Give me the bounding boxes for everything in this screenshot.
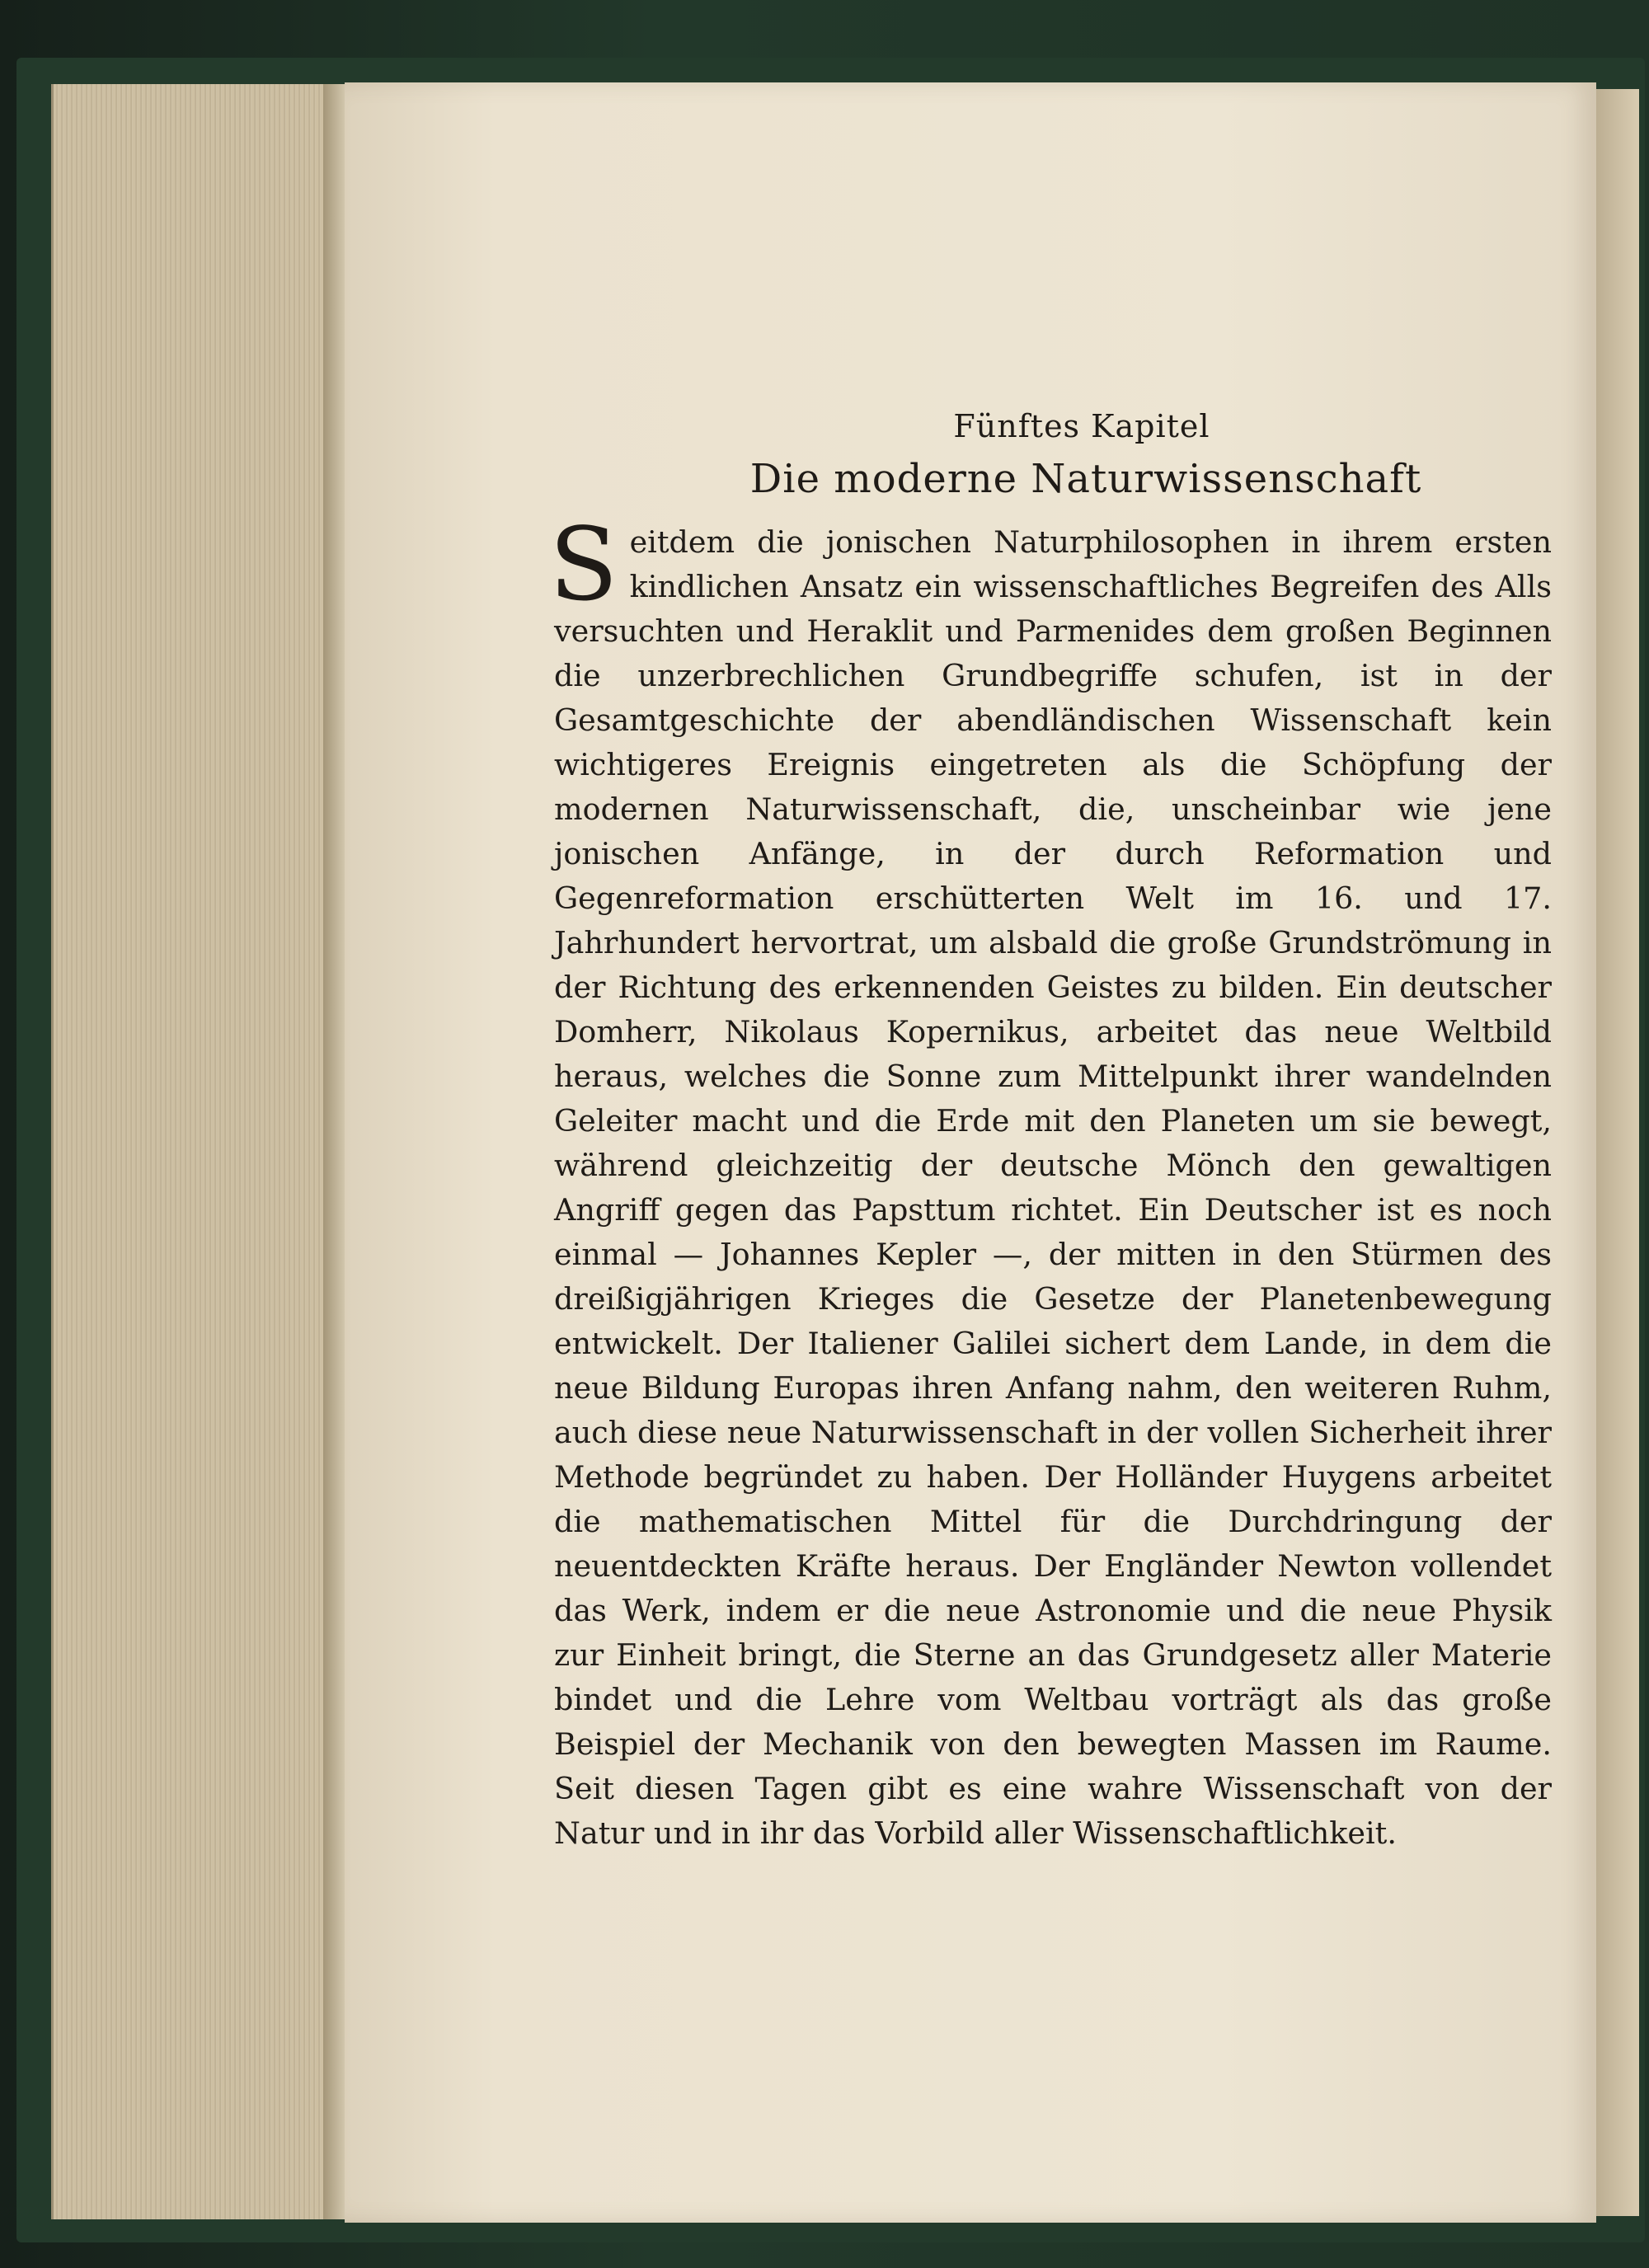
body-paragraph: eitdem die jonischen Naturphilosophen in ihrem ersten kindlichen Ansatz ein wissenschaftliches Begreifen des Alls versuchten und Heraklit und Parmenides dem großen Beginnen die unzerbrechlichen Grundbegriffe schufen, ist in der Gesamtgeschichte der abendländischen Wissenschaft kein wichtigeres Ereignis eingetreten als die Schöpfung der modernen Naturwissenschaft, die, unscheinbar wie jene jonischen Anfänge, in der durch Reformation und Gegenreformation erschütterten Welt im 16. und 17. Jahrhundert hervortrat, um alsbald die große Grundströmung in der Richtung des erkennenden Geistes zu bilden. Ein deutscher Domherr, Nikolaus Kopernikus, arbeitet das neue Weltbild heraus, welches die Sonne zum Mittelpunkt ihrer wandelnden Geleiter macht und die Erde mit den Planeten um sie bewegt, während gleichzeitig der deutsche Mönch den gewaltigen Angriff gegen das Papsttum richtet. Ein Deutscher ist es noch einmal — Johannes Kepler —, der mitten in den Stürmen des dreißigjährigen Krieges die Gesetze der Planetenbewegung entwickelt. Der Italiener Galilei sichert dem Lande, in dem die neue Bildung Europas ihren Anfang nahm, den weiteren Ruhm, auch diese neue Naturwissenschaft in der vollen Sicherheit ihrer Methode begründet zu haben. Der Holländer Huygens arbeitet die mathematischen Mittel für die Durchdringung der neuentdeckten Kräfte heraus. Der Engländer Newton vollendet das Werk, indem er die neue Astronomie und die neue Physik zur Einheit bringt, die Sterne an das Grundgesetz aller Materie bindet und die Lehre vom Weltbau vorträgt als das große Beispiel der Mechanik von den bewegten Massen im Raume. Seit diesen Tagen gibt es eine wahre Wissenschaft von der Natur und in ihr das Vorbild aller Wissenschaftlichkeit. [554,524,1552,1851]
page-edges-left [51,84,330,2219]
chapter-body [549,506,1552,1856]
chapter-title: Die moderne Naturwissenschaft [749,456,1422,502]
drop-cap: S [549,506,618,623]
next-page-edge [1596,89,1639,2216]
page-text-area [549,408,1552,1856]
chapter-label: Fünftes Kapitel [953,408,1210,444]
